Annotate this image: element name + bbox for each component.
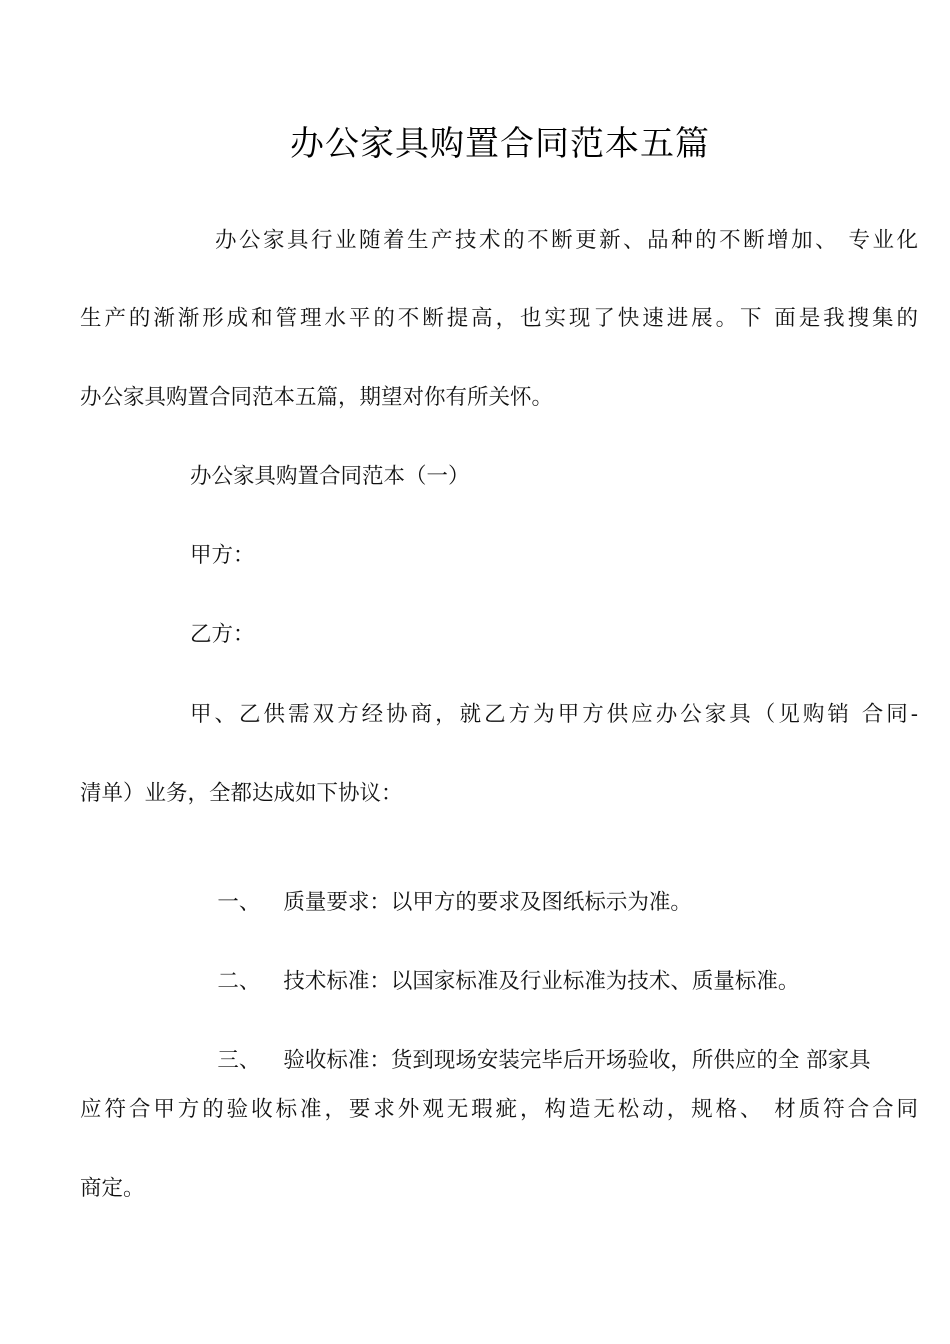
agreement-line-1: 甲、乙供需双方经协商，就乙方为甲方供应办公家具（见购销 合同- <box>190 702 918 727</box>
section-heading: 办公家具购置合同范本（一） <box>190 464 470 489</box>
clause-1 <box>190 858 692 948</box>
clause-text: 验收标准：货到现场安装完毕后开场验收，所供应的全 部家具 <box>283 1048 871 1073</box>
clause-3 <box>190 1016 918 1106</box>
agreement-line-2: 清单）业务，全都达成如下协议： <box>80 781 403 806</box>
clause-number: 一、 <box>217 890 261 915</box>
intro-line-1: 办公家具行业随着生产技术的不断更新、品种的不断增加、 专业化 <box>215 228 918 253</box>
party-b-label: 乙方： <box>190 622 255 647</box>
intro-line-3: 办公家具购置合同范本五篇，期望对你有所关怀。 <box>80 385 554 410</box>
document-title: 办公家具购置合同范本五篇 <box>290 124 710 164</box>
clause-2 <box>190 937 799 1027</box>
clause-3-line-2: 应符合甲方的验收标准，要求外观无瑕疵，构造无松动，规格、 材质符合合同 <box>80 1097 918 1122</box>
party-a-label: 甲方： <box>190 543 255 568</box>
clause-3-line-3: 商定。 <box>80 1176 145 1201</box>
clause-text: 质量要求：以甲方的要求及图纸标示为准。 <box>283 890 692 915</box>
clause-text: 技术标准：以国家标准及行业标准为技术、质量标准。 <box>283 969 800 994</box>
intro-line-2: 生产的渐渐形成和管理水平的不断提高，也实现了快速进展。下 面是我搜集的 <box>80 306 918 331</box>
clause-number: 三、 <box>217 1048 261 1073</box>
clause-number: 二、 <box>217 969 261 994</box>
